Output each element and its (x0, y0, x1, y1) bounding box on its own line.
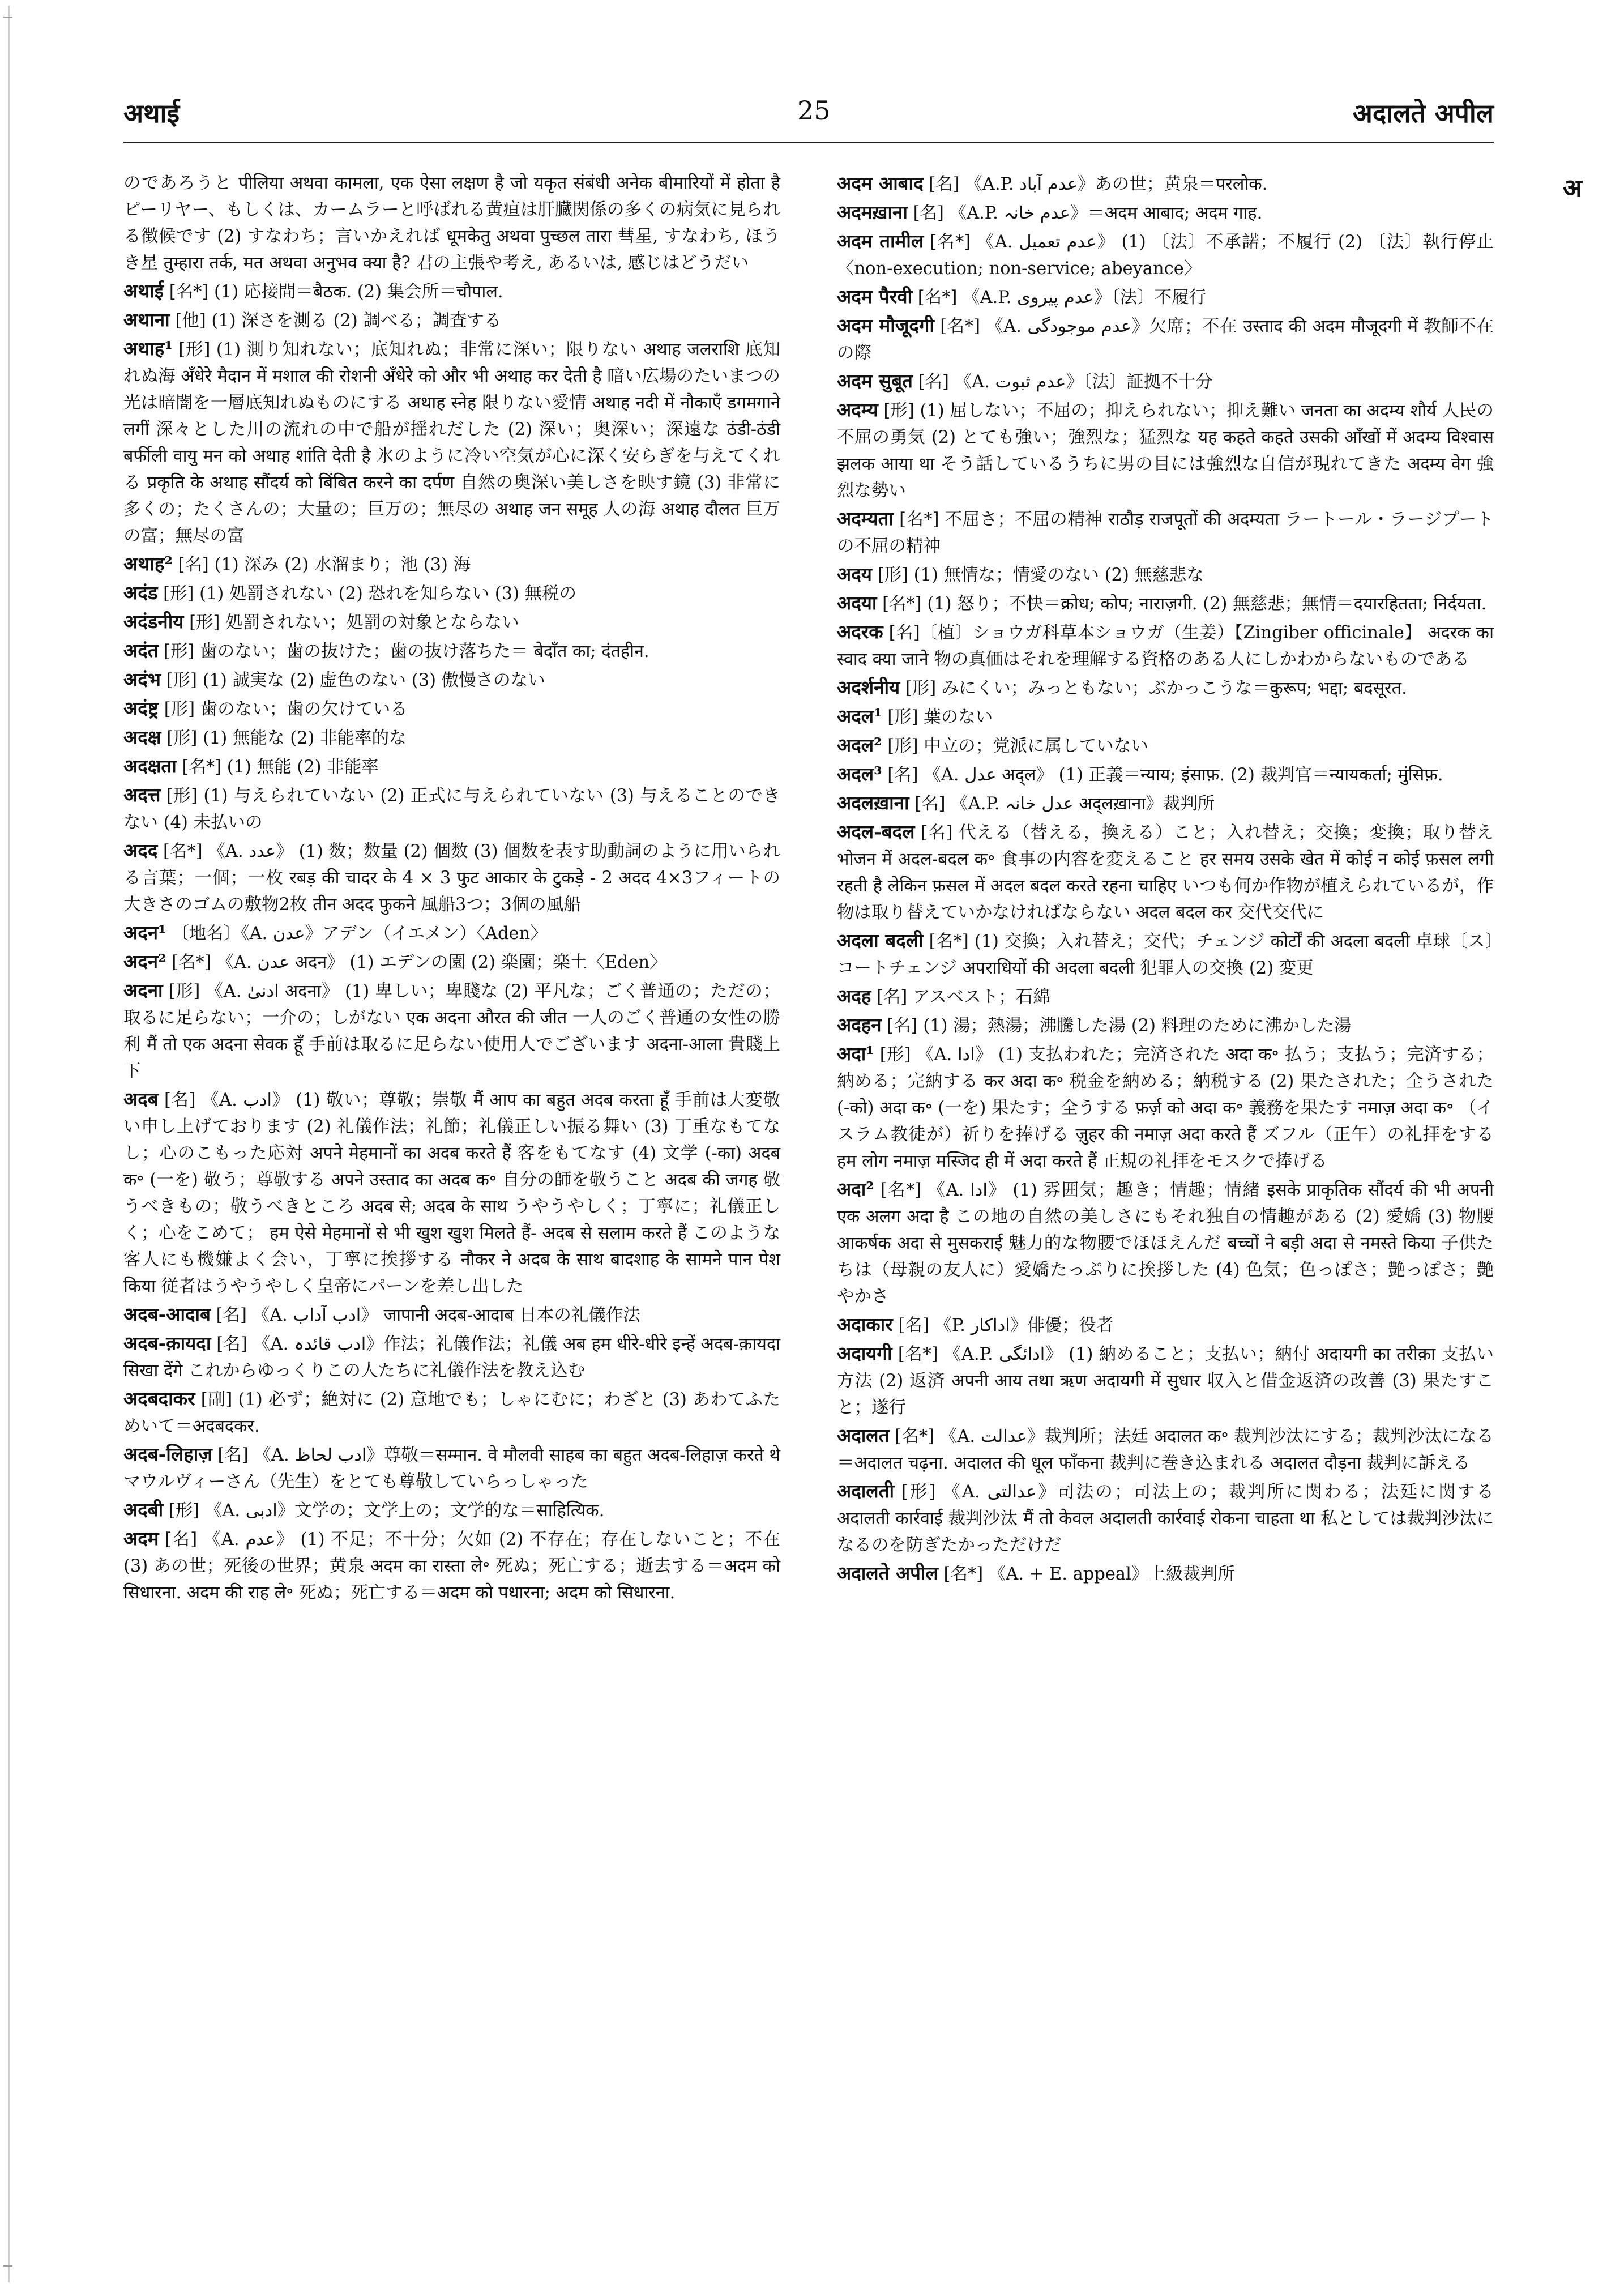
entry-headword: अदा² (837, 1178, 874, 1200)
entry-definition: [形] 《A. ادنیٰ अदना》 (1) 卑しい；卑賤な (2) 平凡な；ごく普通の；ただの；取るに足らない；一介の；しがない एक अदना औरत की जीत 一人のごく普通の女性の勝利 मैं तो एक अदना सेवक हूँ 手前は取るに足らない使用人でございます अदना-आला 貴賤上下 (123, 981, 780, 1081)
entry-headword: अदबी (123, 1499, 164, 1521)
entry-definition: [形] (1) 無能な (2) 非能率的な (166, 728, 407, 748)
dictionary-entry (123, 1441, 780, 1495)
thumb-index-letter: अ (1563, 174, 1582, 203)
entry-definition: [形] 処罰されない；処罰の対象とならない (189, 613, 519, 633)
dictionary-entry (123, 1086, 780, 1300)
entry-definition: [名] 《P. اداکار》俳優；役者 (898, 1316, 1114, 1335)
entry-definition: [形] (1) 無情な；情愛のない (2) 無慈悲な (877, 565, 1204, 585)
entry-headword: अदंडनीय (123, 611, 184, 633)
header-last-headword: अदालते अपील (1352, 98, 1494, 129)
right-column (837, 170, 1494, 1589)
entry-headword: अदया (837, 592, 877, 614)
header-first-headword: अथाई (123, 98, 180, 129)
entry-definition: [名*] 《A. ادا》 (1) 雰囲気；趣き；情趣；情緒 इसके प्राकृतिक सौंदर्य की भी अपनी एक अलग अदा है この地の自然の美しさにもそれ独自の情趣がある (2) 愛嬌 (3) 物腰 आकर्षक अदा से मुसकराई 魅力的な物腰でほほえんだ बच्चों ने बड़ी अदा से नमस्ते किया 子供たちは（母親の友人に）愛嬌たっぷりに挨拶した (4) 色気；色っぽさ；艶っぽさ；艶やかさ (837, 1180, 1494, 1307)
dictionary-entry (837, 1478, 1494, 1559)
dictionary-entry (837, 1340, 1494, 1421)
dictionary-entry (123, 170, 780, 276)
scan-margin-line (8, 6, 10, 2282)
dictionary-entry (837, 396, 1494, 504)
entry-headword: अदंभ (123, 668, 161, 690)
dictionary-entry (837, 561, 1494, 588)
dictionary-entry (123, 837, 780, 918)
dictionary-entry (123, 695, 780, 723)
entry-definition: [名] 代える（替える，換える）こと；入れ替え；交換；変換；取り替え भोजन में अदल-बदल क॰ 食事の内容を変えること हर समय उसके खेत में कोई न कोई फ़सल लगी रहती है लेकिन फ़सल में अदल बदल करते रहना चाहिए いつも何か作物が植えられているが，作物は取り替えていかなければならない अदल बदल कर 交代交代に (837, 823, 1494, 923)
dictionary-entry (837, 618, 1494, 673)
dictionary-entry (837, 1422, 1494, 1476)
entry-headword: अदब-आदाब (123, 1303, 211, 1325)
dictionary-entry (123, 919, 780, 947)
dictionary-entry (837, 927, 1494, 981)
dictionary-entry (837, 761, 1494, 788)
entry-definition: [形] 歯のない；歯の欠けている (164, 699, 408, 719)
dictionary-entry (123, 666, 780, 694)
entry-definition: [形] (1) 測り知れない；底知れぬ；非常に深い；限りない अथाह जलराशि 底知れぬ海 अँधेरे मैदान में मशाल की रोशनी अँधेरे को और भी अथाह कर देती है 暗い広場のたいまつの光は暗闇を一層底知れぬものにする अथाह स्नेह 限りない愛情 अथाह नदी में नौकाएँ डगमगाने लगीं 深々とした川の流れの中で船が揺れだした (2) 深い；奥深い；深遠な ठंडी-ठंडी बर्फीली वायु मन को अथाह शांति देती है 氷のように冷い空気が心に深く安らぎを与えてくれる प्रकृति के अथाह सौंदर्य को बिंबित करने का दर्पण 自然の奥深い美しさを映す鏡 (3) 非常に多くの；たくさんの；大量の；巨万の；無尽の अथाह जन समूह 人の海 अथाह दौलत 巨万の富；無尽の富 (123, 340, 781, 546)
dictionary-entry (123, 579, 780, 607)
dictionary-entry (123, 1496, 780, 1524)
dictionary-entry (123, 637, 780, 665)
dictionary-entry (837, 789, 1494, 817)
entry-definition: のであろうと पीलिया अथवा कामला, एक ऐसा लक्षण है जो यकृत संबंधी अनेक बीमारियों में होता है ピーリヤー、もしくは、カームラーと呼ばれる黄疸は肝臓関係の多くの病気に見られる徴候です (2) すなわち；言いかえれば धूमकेतु अथवा पुच्छल तारा 彗星, すなわち, ほうき星 तुम्हारा तर्क, मत अथवा अनुभव क्या है? 君の主張や考え, あるいは, 感じはどうだい (123, 173, 780, 273)
entry-headword: अदल-बदल (837, 821, 915, 843)
entry-headword: अदहन (837, 1014, 882, 1036)
entry-headword: अदद (123, 839, 158, 861)
entry-headword: अदालती (837, 1480, 895, 1502)
entry-headword: अदमख़ाना (837, 201, 908, 223)
entry-headword: अदम्यता (837, 507, 894, 530)
entry-headword: अदंत (123, 639, 159, 661)
entry-headword: अदत्त (123, 784, 161, 806)
entry-headword: अदायगी (837, 1342, 892, 1364)
dictionary-entry (123, 550, 780, 578)
entry-definition: [他] (1) 深さを測る (2) 調べる；調査する (175, 311, 502, 331)
entry-definition: [形] みにくい；みっともない；ぶかっこうな＝कुरूप; भद्दा; बदसूरत. (905, 678, 1407, 698)
entry-definition: [名] (1) 湯；熱湯；沸騰した湯 (2) 料理のために沸かした湯 (887, 1016, 1352, 1036)
entry-headword: अदय (837, 563, 872, 585)
dictionary-entry (123, 335, 780, 549)
entry-definition: [名] 《A. عدم ثبوت》〔法〕証拠不十分 (918, 372, 1213, 392)
entry-definition: [形] 中立の；党派に属していない (887, 736, 1148, 756)
entry-headword: अदर्शनीय (837, 676, 900, 698)
entry-headword: अदब-क़ायदा (123, 1332, 211, 1354)
entry-headword: अदना (123, 979, 163, 1001)
dictionary-entry (123, 1301, 780, 1329)
entry-headword: अदंष्ट्र (123, 697, 159, 719)
entry-headword: अदा¹ (837, 1043, 874, 1065)
dictionary-entry (837, 312, 1494, 366)
dictionary-entry (837, 818, 1494, 926)
entry-definition: [名*] 《A. عدالت》裁判所；法廷 अदालत क॰ 裁判沙汰にする；裁判沙汰になる＝अदालत चढ़ना. अदालत की धूल फाँकना 裁判に巻き込まれる अदालत दौड़ना 裁判に訴える (837, 1427, 1494, 1473)
dictionary-entry (123, 948, 780, 976)
entry-definition: [名] 《A. ادب آداب》 जापानी अदब-आदाब 日本の礼儀作法 (216, 1305, 640, 1325)
entry-headword: अदल² (837, 734, 882, 756)
entry-headword: अदम तामील (837, 230, 924, 252)
dictionary-entry (123, 1385, 780, 1440)
entry-definition: [名*] (1) 応接間＝बैठक. (2) 集会所＝चौपाल. (169, 282, 503, 302)
entry-definition: [形] (1) 処罰されない (2) 恐れを知らない (3) 無税の (163, 584, 577, 604)
entry-headword: अदम (123, 1527, 159, 1550)
header-rule (123, 142, 1494, 143)
entry-definition: [形] (1) 誠実な (2) 虚色のない (3) 傲慢さのない (166, 671, 545, 690)
entry-definition: [名] 《A.P. عدل خانہ अद्लख़ाना》裁判所 (914, 794, 1215, 814)
entry-headword: अदब-लिहाज़ (123, 1443, 212, 1465)
dictionary-entry (837, 983, 1494, 1010)
dictionary-entry (123, 977, 780, 1085)
dictionary-entry (837, 170, 1494, 198)
entry-definition: [名] 《A. عدم》 (1) 不足；不十分；欠如 (2) 不存在；存在しないこと；不在 (3) あの世；死後の世界；黄泉 अदम का रास्ता ले॰ 死ぬ；死亡する；逝去する＝अदम को सिधारना. अदम की राह ले॰ 死ぬ；死亡する＝अदम को पधारना; अदम को सिधारना. (123, 1530, 780, 1603)
entry-definition: [形] 葉のない (887, 707, 993, 727)
dictionary-entry (123, 782, 780, 836)
entry-headword: अदम्य (837, 399, 878, 421)
entry-headword: अदलख़ाना (837, 792, 909, 814)
entry-definition: [名*] 《A. عدم موجودگی》欠席；不在 उस्ताद की अदम मौजूदगी में 教師不在の際 (837, 317, 1494, 363)
dictionary-entry (123, 608, 780, 636)
entry-definition: [形] (1) 与えられていない (2) 正式に与えられていない (3) 与えることのできない (4) 未払いの (123, 786, 780, 833)
entry-headword: अदह (837, 985, 871, 1007)
entry-headword: अदन² (123, 950, 166, 972)
entry-headword: अदाकार (837, 1313, 893, 1335)
dictionary-entry (123, 278, 780, 305)
dictionary-entry (837, 732, 1494, 759)
dictionary-entry (123, 1525, 780, 1606)
dictionary-entry (837, 674, 1494, 702)
entry-headword: अथाह¹ (123, 338, 173, 360)
entry-headword: अथाना (123, 309, 170, 331)
entry-definition: [名*] 不屈さ；不屈の精神 राठौड़ राजपूतों की अदम्यता ラートール・ラージプートの不屈の精神 (837, 510, 1494, 556)
entry-definition: [名*] 《A. عدن अदन》 (1) エデンの園 (2) 楽園；楽土〈Eden〉 (172, 953, 667, 972)
dictionary-entry (837, 283, 1494, 311)
entry-headword: अथाह² (123, 553, 173, 575)
page-header (123, 95, 1494, 140)
entry-headword: अदक्षता (123, 755, 177, 777)
entry-definition: [名*] (1) 怒り；不快＝क्रोध; कोप; नाराज़गी. (2) 無慈悲；無情＝दयारहितता; निर्दयता. (882, 594, 1487, 614)
entry-definition: [名*] 《A. + E. appeal》上級裁判所 (943, 1564, 1235, 1584)
entry-headword: अदम सुबूत (837, 370, 913, 392)
entry-definition: [名*] 《A. عدم تعمیل》 (1) 〔法〕不承諾；不履行 (2) 〔法〕執行停止〈non-execution; non-service; abeyance〉 (837, 232, 1494, 279)
entry-definition: [形] 《A. ادا》 (1) 支払われた；完済された अदा क॰ 払う；支払う；完済する；納める；完納する कर अदा क॰ 税金を納める；納税する (2) 果たされた；全うされた (-को) अदा क॰ (一を) 果たす；全うする फ़र्ज़ को अदा क॰ 義務を果たす नमाज़ अदा क॰ （イスラム教徒が）祈りを捧げる ज़ुहर की नमाज़ अदा करते हैं ズフル（正午）の礼拝をする हम लोग नमाज़ मस्जिद ही में अदा करते हैं 正規の礼拝をモスクで捧げる (837, 1045, 1494, 1171)
dictionary-entry (837, 1176, 1494, 1310)
dictionary-entry (837, 1011, 1494, 1039)
dictionary-entry (837, 1311, 1494, 1339)
entry-headword: अदालते अपील (837, 1562, 938, 1584)
entry-definition: [名] アスベスト；石綿 (876, 987, 1050, 1007)
entry-headword: अदम पैरवी (837, 285, 913, 308)
entry-headword: अदालत (837, 1424, 890, 1446)
entry-headword: अदला बदली (837, 929, 924, 951)
entry-headword: अदंड (123, 582, 158, 604)
entry-definition: [名] 《A.P. عدم خانہ》＝अदम आबाद; अदम गाह. (913, 203, 1263, 223)
entry-definition: [形] 《A. ادبی》文学の；文学上の；文学的な＝साहित्यिक. (168, 1501, 605, 1521)
dictionary-entry (837, 1560, 1494, 1587)
entry-definition: [名]〔植〕ショウガ科草本ショウガ（生姜）【Zingiber officinale】 अदरक का स्वाद क्या जाने 物の真価はそれを理解する資格のある人にしかわからないものである (837, 623, 1494, 669)
entry-headword: अदम आबाद (837, 172, 924, 194)
entry-definition: [名] 《A. ادب قائدہ》作法；礼儀作法；礼儀 अब हम धीरे-धीरे इन्हें अदब-क़ायदा सिखा देंगे これからゆっくりこの人たちに礼儀作法を教え込む (123, 1334, 780, 1381)
dictionary-entry (837, 703, 1494, 731)
entry-headword: अदब (123, 1088, 159, 1110)
dictionary-entry (837, 505, 1494, 560)
entry-headword: अदन¹ (123, 921, 166, 944)
dictionary-entry (837, 228, 1494, 282)
scan-margin-tick (3, 17, 12, 18)
entry-definition: [名] (1) 深み (2) 水溜まり；池 (3) 海 (178, 555, 471, 575)
entry-headword: अथाई (123, 280, 164, 302)
entry-definition: [副] (1) 必ず；絶対に (2) 意地でも；しゃにむに；わざと (3) あわてふためいて＝अदबदकर. (123, 1390, 780, 1436)
dictionary-entry (123, 1330, 780, 1384)
dictionary-entry (837, 199, 1494, 227)
entry-definition: [名*] (1) 無能 (2) 非能率 (182, 757, 379, 777)
entry-definition: [形] 歯のない；歯の抜けた；歯の抜け落ちた＝ बेदाँत का; दंतहीन. (164, 642, 649, 661)
entry-definition: [名] 《A. ادب》 (1) 敬い；尊敬；崇敬 मैं आप का बहुत अदब करता हूँ 手前は大変敬い申し上げております (2) 礼儀作法；礼節；礼儀正しい振る舞い (3) 丁重なもてなし；心のこもった応対 अपने मेहमानों का अदब करते हैं 客をもてなす (4) 文学 (-का) अदब क॰ (一を) 敬う；尊敬する अपने उस्ताद का अदब क॰ 自分の師を敬うこと अदब की जगह 敬うべきもの；敬うべきところ अदब से; अदब के साथ うやうやしく；丁寧に；礼儀正しく；心をこめて； हम ऐसे मेहमानों से भी खुश खुश मिलते हैं- अदब से सलाम करते हैं このような客人にも機嫌よく会い，丁寧に挨拶する नौकर ने अदब के साथ बादशाह के सामने पान पेश किया 従者はうやうやしく皇帝にパーンを差し出した (123, 1090, 780, 1296)
dictionary-entry (837, 1040, 1494, 1175)
entry-definition: [名] 《A. ادب لحاظ》尊敬＝सम्मान. वे मौलवी साहब का बहुत अदब-लिहाज़ करते थे マウルヴィーさん（先生）をとても尊敬していらっしゃった (123, 1445, 780, 1492)
entry-headword: अदरक (837, 621, 883, 643)
dictionary-entry (123, 306, 780, 334)
entry-definition: [名] 《A. عدل अद्ल》 (1) 正義＝न्याय; इंसाफ़. (2) 裁判官＝न्यायकर्ता; मुंसिफ़. (887, 765, 1443, 785)
page-number: 25 (797, 95, 831, 126)
entry-definition: [名*] 《A.P. عدم پیروی》〔法〕不履行 (917, 288, 1207, 308)
scan-margin-tick (3, 2265, 12, 2267)
entry-definition: [名*] 《A.P. ادائگی》 (1) 納めること；支払い；納付 अदायगी का तरीक़ा 支払い方法 (2) 返済 अपनी आय तथा ऋण अदायगी में सुधार 収入と借金返済の改善 (3) 果たすこと；遂行 (837, 1345, 1494, 1418)
entry-definition: [名*] 《A. عدد》 (1) 数；数量 (2) 個数 (3) 個数を表す助動詞のように用いられる言葉；一個；一枚 रबड़ की चादर के 4 × 3 फुट आकार के टुकड़े - 2 अदद 4×3フィートの大きさのゴムの敷物2枚 तीन अदद फुकने 風船3つ；3個の風船 (123, 842, 780, 915)
dictionary-entry (123, 753, 780, 780)
dictionary-entry (123, 724, 780, 752)
entry-headword: अदल³ (837, 763, 882, 785)
entry-headword: अदबदाकर (123, 1388, 195, 1410)
entry-definition: [形] 《A. عدالتی》司法の；司法上の；裁判所に関わる；法廷に関する अदालती कार्रवाई 裁判沙汰 मैं तो केवल अदालती कार्रवाई रोकना चाहता था 私としては裁判沙汰になるのを防ぎたかっただけだ (837, 1482, 1494, 1555)
entry-definition: 〔地名〕《A. عدن》アデン（イエメン）〈Aden〉 (172, 924, 548, 944)
left-column (123, 170, 780, 1607)
entry-definition: [形] (1) 屈しない；不屈の；抑えられない；抑え難い जनता का अदम्य शौर्य 人民の不屈の勇気 (2) とても強い；強烈な；猛烈な यह कहते कहते उसकी आँखों में अदम्य विश्वास झलक आया था そう話しているうちに男の目には強烈な自信が現れてきた अदम्य वेग 強烈な勢い (837, 401, 1494, 501)
entry-headword: अदम मौजूदगी (837, 314, 934, 336)
entry-definition: [名*] (1) 交換；入れ替え；交代；チェンジ कोर्टों की अदला बदली 卓球〔ス〕コートチェンジ अपराधियों की अदला बदली 犯罪人の交換 (2) 変更 (837, 932, 1494, 978)
dictionary-entry (837, 590, 1494, 617)
entry-headword: अदक्ष (123, 726, 161, 748)
entry-definition: [名] 《A.P. عدم آباد》あの世；黄泉＝परलोक. (929, 174, 1268, 194)
dictionary-entry (837, 368, 1494, 395)
entry-headword: अदल¹ (837, 705, 882, 727)
